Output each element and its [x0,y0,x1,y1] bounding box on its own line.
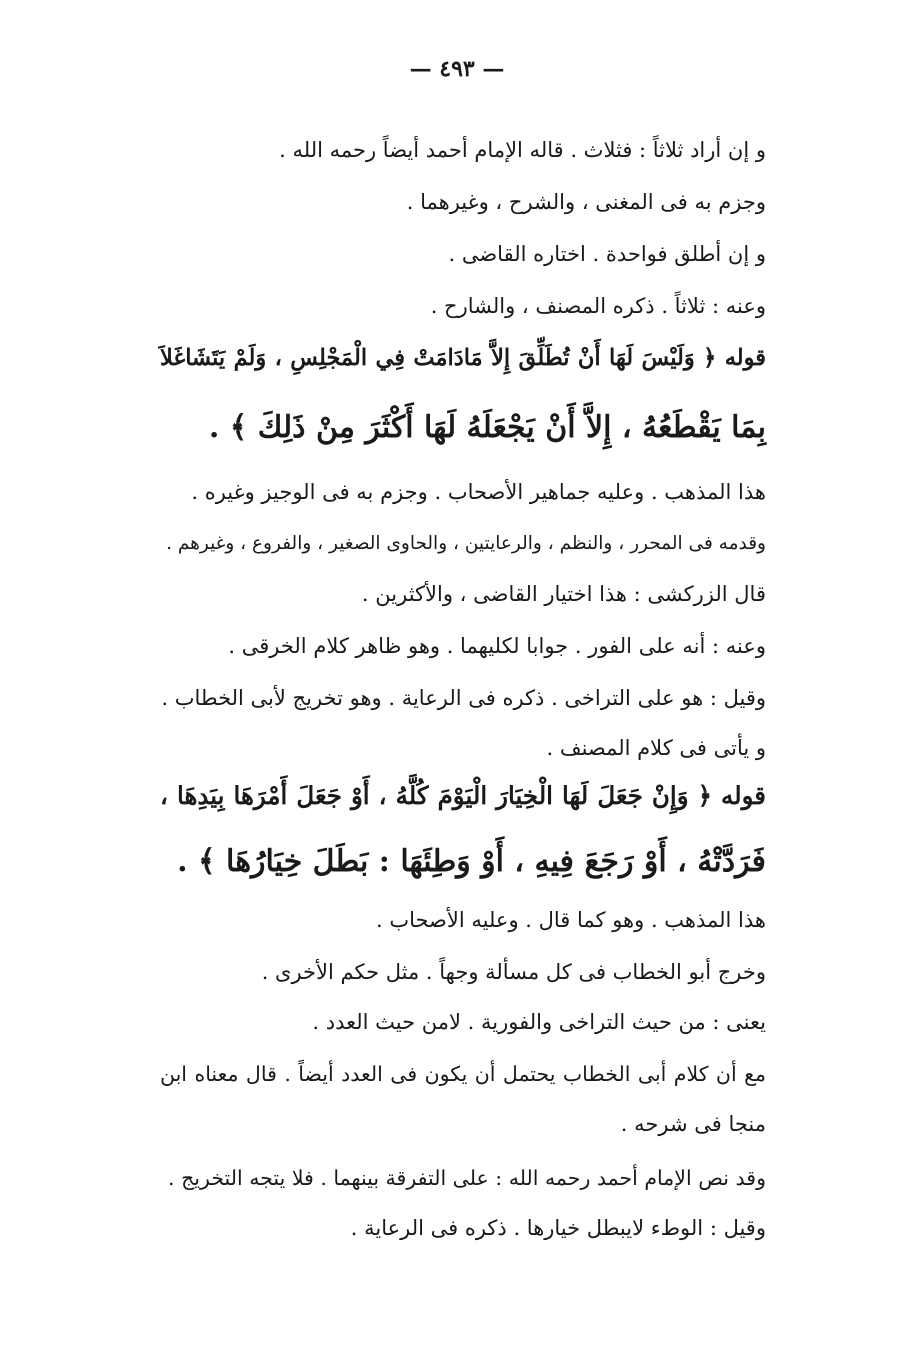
text-body [160,0,766,1348]
text-line: وعنه : ثلاثاً . ذكره المصنف ، والشارح . [430,294,766,318]
text-line: وعنه : أنه على الفور . جوابا لكليهما . وهو ظاهر كلام الخرقى . [228,634,766,658]
text-line: و إن أراد ثلاثاً : فثلاث . قاله الإمام أحمد أيضاً رحمه الله . [279,138,766,162]
text-line: وقد نص الإمام أحمد رحمه الله : على التفرقة بينهما . فلا يتجه التخريج . [168,1166,766,1190]
text-line: قال الزركشى : هذا اختيار القاضى ، والأكثرين . [361,582,766,606]
quoted-text-line: بِمَا يَقْطَعُهُ ، إِلاَّ أَنْ يَجْعَلَهُ لَهَا أَكْثَرَ مِنْ ذَلِكَ ﴾ . [208,410,766,445]
text-line: مع أن كلام أبى الخطاب يحتمل أن يكون فى العدد أيضاً . قال معناه ابن [160,1062,766,1086]
text-line: و إن أطلق فواحدة . اختاره القاضى . [448,242,766,266]
text-line: و يأتى فى كلام المصنف . [546,736,766,760]
quoted-text-line: قوله ﴿ وَلَيْسَ لَهَا أَنْ تُطَلِّقَ إِلاَّ مَادَامَتْ فِي الْمَجْلِسِ ، وَلَمْ يَتَشَاغَلاَ [160,345,766,371]
text-line: هذا المذهب . وهو كما قال . وعليه الأصحاب . [375,908,766,932]
text-line: وخرج أبو الخطاب فى كل مسألة وجهاً . مثل حكم الأخرى . [261,960,766,984]
text-line: هذا المذهب . وعليه جماهير الأصحاب . وجزم به فى الوجيز وغيره . [191,480,766,504]
text-line: يعنى : من حيث التراخى والفورية . لامن حيث العدد . [312,1010,766,1034]
quoted-text-line: قوله ﴿ وَإِنْ جَعَلَ لَهَا الْخِيَارَ الْيَوْمَ كُلَّهُ ، أَوْ جَعَلَ أَمْرَهَا بِيَدِهَا ، [160,781,766,810]
page-number: — ٤٩٣ — [409,56,505,82]
text-line: منجا فى شرحه . [620,1112,766,1136]
text-line: وقيل : هو على التراخى . ذكره فى الرعاية . وهو تخريج لأبى الخطاب . [161,686,766,710]
text-line: وجزم به فى المغنى ، والشرح ، وغيرهما . [406,190,766,214]
text-line: وقدمه فى المحرر ، والنظم ، والرعايتين ، والحاوى الصغير ، والفروع ، وغيرهم . [166,533,766,554]
quoted-text-line: فَرَدَّتْهُ ، أَوْ رَجَعَ فِيهِ ، أَوْ وَطِئَهَا : بَطَلَ خِيَارُهَا ﴾ . [177,844,766,879]
text-line: وقيل : الوطء لايبطل خيارها . ذكره فى الرعاية . [350,1216,766,1240]
